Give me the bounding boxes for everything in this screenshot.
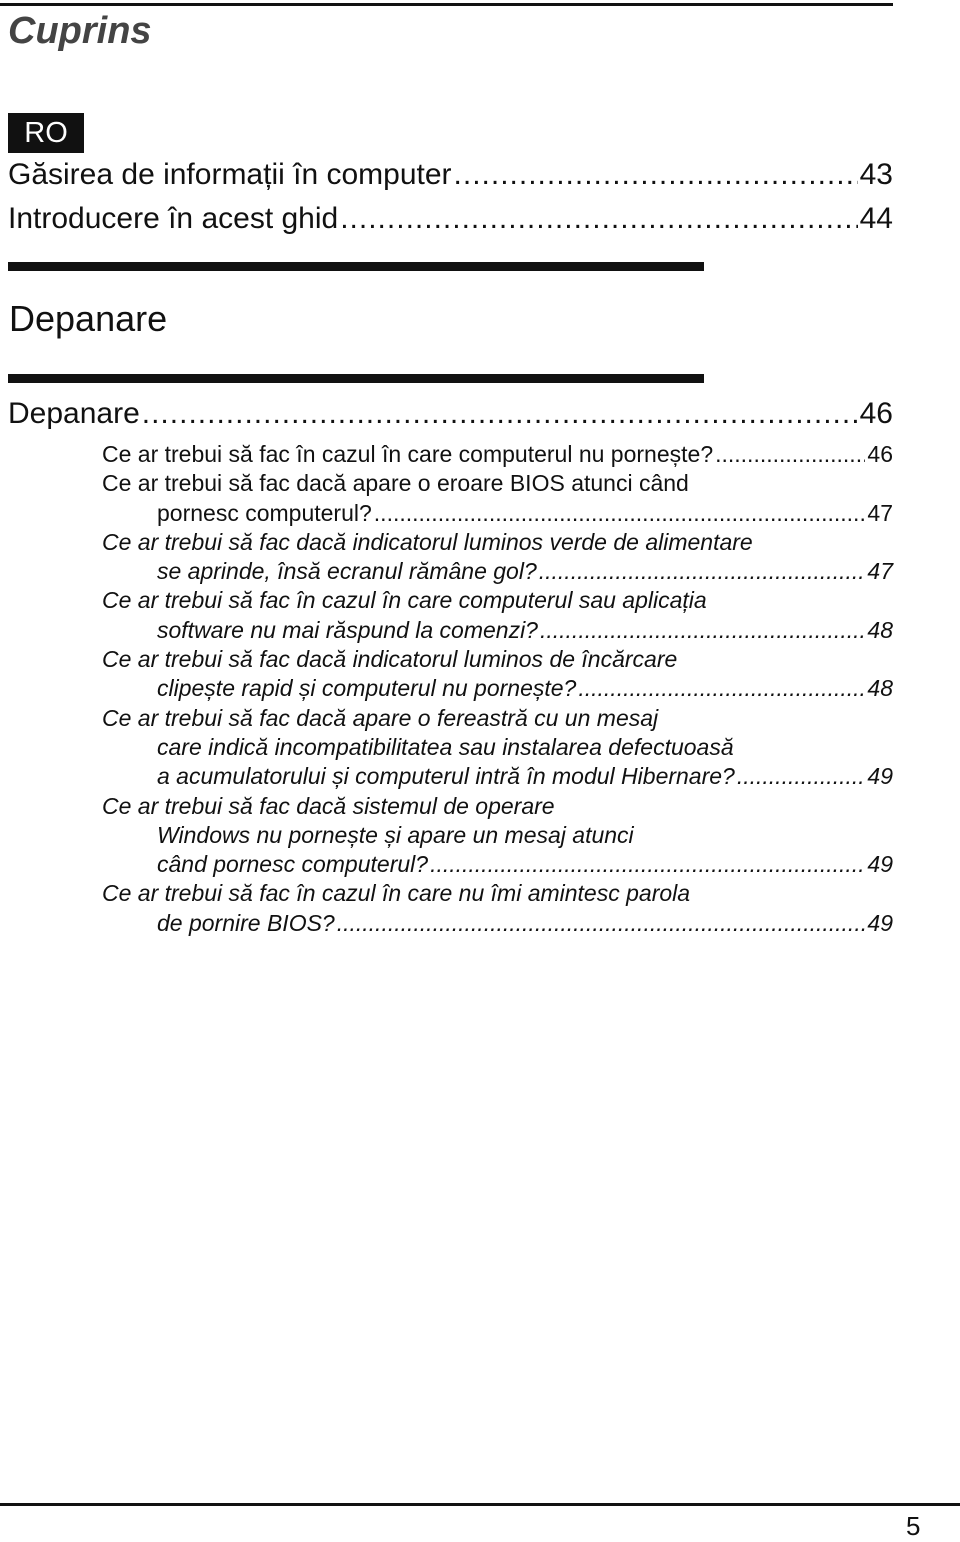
question-text: Ce ar trebui să fac în cazul în care computerul sau aplicația <box>102 587 707 614</box>
question-text: clipește rapid și computerul nu pornește? <box>157 675 577 702</box>
section-heading: Depanare <box>9 298 168 339</box>
question-page: 49 <box>867 763 893 790</box>
question-text: Windows nu pornește și apare un mesaj atunci <box>157 821 634 848</box>
question-text: pornesc computerul? <box>157 499 372 526</box>
toc-leader <box>539 557 866 586</box>
question-entry[interactable] <box>102 645 893 704</box>
toc-entry-page: 44 <box>859 202 893 235</box>
question-text: Ce ar trebui să fac în cazul în care computerul nu pornește? <box>102 441 714 467</box>
question-text: Ce ar trebui să fac dacă apare o fereastră cu un mesaj <box>102 704 659 731</box>
question-text: de pornire BIOS? <box>157 909 335 936</box>
top-rule <box>0 3 893 6</box>
toc-intro <box>0 153 893 241</box>
question-page: 47 <box>867 499 893 526</box>
toc-leader <box>430 850 865 879</box>
section-divider <box>8 262 704 271</box>
toc-leader <box>715 440 865 469</box>
question-entry[interactable] <box>102 704 893 792</box>
toc-leader <box>578 674 865 703</box>
question-entry[interactable] <box>102 528 893 587</box>
toc-leader <box>337 909 866 938</box>
question-text: Ce ar trebui să fac dacă sistemul de operare <box>102 792 555 819</box>
question-text: software nu mai răspund la comenzi? <box>157 616 538 643</box>
question-entry[interactable] <box>102 792 893 880</box>
question-text: Ce ar trebui să fac dacă indicatorul luminos de încărcare <box>102 646 678 673</box>
question-text: se aprinde, însă ecranul rămâne gol? <box>157 558 537 585</box>
page-number: 5 <box>906 1511 921 1541</box>
toc-leader <box>340 197 857 241</box>
toc-leader <box>374 499 866 528</box>
toc-leader <box>540 616 865 645</box>
question-page: 48 <box>867 675 893 702</box>
language-badge: RO <box>8 113 84 153</box>
question-page: 47 <box>867 558 893 585</box>
question-list <box>102 440 893 938</box>
question-page: 48 <box>867 616 893 643</box>
question-page: 49 <box>867 851 893 878</box>
question-text: Ce ar trebui să fac dacă indicatorul luminos verde de alimentare <box>102 528 753 555</box>
bottom-rule <box>0 1503 960 1506</box>
question-text: care indică incompatibilitatea sau instalarea defectuoasă <box>157 733 734 760</box>
question-entry[interactable] <box>102 440 893 469</box>
question-entry[interactable] <box>102 879 893 938</box>
question-text: când pornesc computerul? <box>157 851 429 878</box>
toc-entry-title: Depanare <box>8 397 140 430</box>
toc-entry-page: 46 <box>859 397 893 430</box>
toc-entry[interactable] <box>0 153 893 197</box>
toc-leader <box>142 392 858 436</box>
toc-leader <box>454 153 858 197</box>
question-page: 46 <box>867 441 893 467</box>
toc-entry-title: Găsirea de informații în computer <box>8 158 452 191</box>
section-divider <box>8 374 704 383</box>
toc-entry-title: Introducere în acest ghid <box>8 202 339 235</box>
toc-entry[interactable] <box>0 197 893 241</box>
toc-entry[interactable] <box>0 392 893 436</box>
toc-section <box>0 392 893 436</box>
question-entry[interactable] <box>102 586 893 645</box>
question-text: a acumulatorului și computerul intră în modul Hibernare? <box>157 763 735 790</box>
toc-entry-page: 43 <box>859 158 893 191</box>
question-page: 49 <box>867 909 893 936</box>
toc-leader <box>737 762 866 791</box>
question-text: Ce ar trebui să fac dacă apare o eroare BIOS atunci când <box>102 470 689 497</box>
question-text: Ce ar trebui să fac în cazul în care nu îmi amintesc parola <box>102 880 691 907</box>
page-title: Cuprins <box>8 10 152 52</box>
question-entry[interactable] <box>102 469 893 528</box>
